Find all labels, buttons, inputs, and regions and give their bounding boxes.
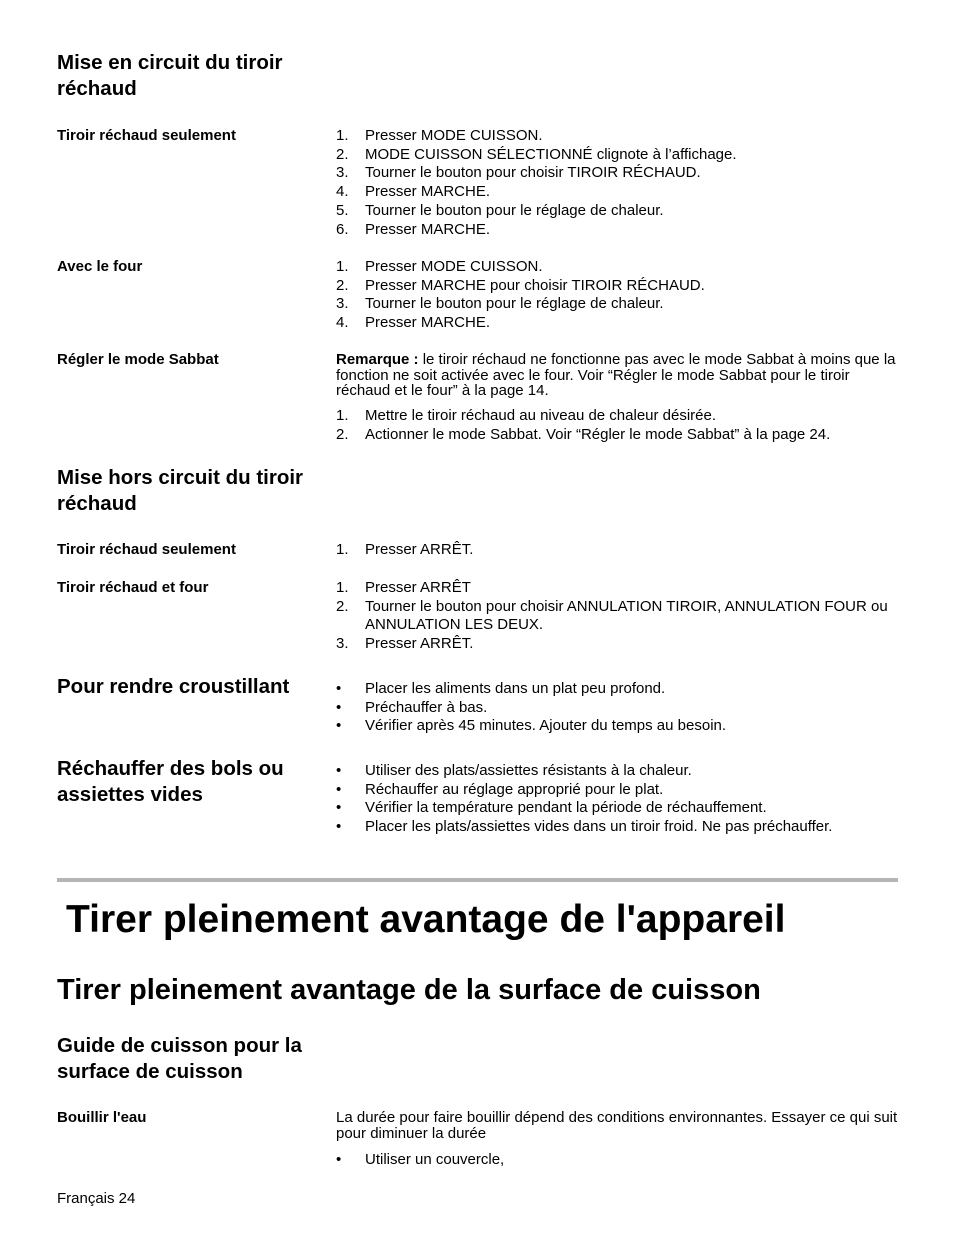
- sabbat-note: Remarque : le tiroir réchaud ne fonctionne pas avec le mode Sabbat à moins que la fonction ne soit activée avec le four. Voir “Régler le mode Sabbat pour le tiroir réchaud et le four” à la page 14.: [336, 351, 896, 399]
- list-item: 5. Tourner le bouton pour le réglage de chaleur.: [336, 201, 664, 219]
- list-item: 4. Presser MARCHE.: [336, 183, 491, 201]
- chapter-divider: [57, 878, 898, 882]
- list-item: 2. MODE CUISSON SÉLECTIONNÉ clignote à l’affichage.: [336, 145, 737, 163]
- list-item: 3. Tourner le bouton pour choisir TIROIR RÉCHAUD.: [336, 164, 701, 182]
- section-title-croustillant: Pour rendre croustillant: [57, 675, 290, 698]
- list-item: • Vérifier la température pendant la période de réchauffement.: [336, 799, 767, 817]
- steps-avec-four: [336, 258, 896, 333]
- list-item: 1. Mettre le tiroir réchaud au niveau de chaleur désirée.: [336, 407, 717, 424]
- steps-tiroir-seulement-off: [336, 541, 896, 560]
- chapter-subtitle: Tirer pleinement avantage de la surface de cuisson: [57, 974, 761, 1006]
- label-tiroir-seulement-off: Tiroir réchaud seulement: [57, 541, 236, 558]
- bullets-croustillant: [336, 680, 896, 736]
- bouillir-text: La durée pour faire bouillir dépend des conditions environnantes. Essayer ce qui suit pour diminuer la durée: [336, 1109, 898, 1142]
- steps-tiroir-four: [336, 579, 896, 654]
- section-title-mise-hors-circuit: Mise hors circuit du tiroir réchaud: [57, 466, 304, 515]
- list-item: 1. Presser MODE CUISSON.: [336, 127, 543, 144]
- label-avec-four: Avec le four: [57, 258, 143, 275]
- chapter-title: Tirer pleinement avantage de l'appareil: [66, 898, 786, 941]
- list-item: • Vérifier après 45 minutes. Ajouter du temps au besoin.: [336, 717, 727, 735]
- list-item: 2. Presser MARCHE pour choisir TIROIR RÉCHAUD.: [336, 276, 705, 294]
- steps-sabbat: [336, 407, 896, 444]
- label-sabbat: Régler le mode Sabbat: [57, 351, 219, 368]
- list-item: 3. Tourner le bouton pour le réglage de chaleur.: [336, 295, 664, 313]
- label-bouillir: Bouillir l'eau: [57, 1109, 147, 1126]
- guide-title: Guide de cuisson pour la surface de cuisson: [57, 1034, 302, 1083]
- label-tiroir-four: Tiroir réchaud et four: [57, 579, 209, 596]
- list-item: 3. Presser ARRÊT.: [336, 635, 474, 653]
- list-item: 1. Presser ARRÊT.: [336, 541, 474, 558]
- page-footer: Français 24: [57, 1190, 136, 1207]
- list-item: • Placer les aliments dans un plat peu profond.: [336, 680, 666, 697]
- bullets-bouillir: [336, 1151, 896, 1170]
- steps-tiroir-seulement: [336, 127, 896, 239]
- list-item: • Placer les plats/assiettes vides dans un tiroir froid. Ne pas préchauffer.: [336, 818, 833, 836]
- list-item: 6. Presser MARCHE.: [336, 220, 491, 238]
- list-item: 1. Presser MODE CUISSON.: [336, 258, 543, 275]
- bullets-bols: [336, 762, 896, 837]
- list-item: • Utiliser un couvercle,: [336, 1151, 505, 1168]
- list-item: • Réchauffer au réglage approprié pour le plat.: [336, 780, 664, 798]
- list-item: 2. Actionner le mode Sabbat. Voir “Régler le mode Sabbat” à la page 24.: [336, 425, 831, 443]
- list-item: 2. Tourner le bouton pour choisir ANNULATION TIROIR, ANNULATION FOUR ou ANNULATION LES DEUX.: [336, 597, 888, 634]
- section-title-mise-en-circuit: Mise en circuit du tiroir réchaud: [57, 51, 283, 100]
- label-tiroir-seulement: Tiroir réchaud seulement: [57, 127, 236, 144]
- list-item: • Utiliser des plats/assiettes résistants à la chaleur.: [336, 762, 692, 779]
- list-item: 4. Presser MARCHE.: [336, 314, 491, 332]
- list-item: 1. Presser ARRÊT: [336, 579, 471, 596]
- section-title-bols: Réchauffer des bols ou assiettes vides: [57, 757, 284, 806]
- list-item: • Préchauffer à bas.: [336, 698, 488, 716]
